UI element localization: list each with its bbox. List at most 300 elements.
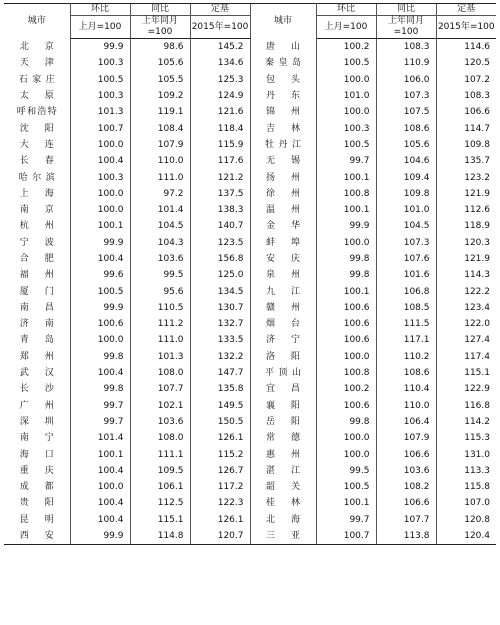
city-name-text: 长春 [19,156,54,167]
city-name-text: 海口 [19,449,54,460]
city-name-right [250,365,316,381]
yoy-value-left: 101.3 [130,349,190,365]
yoy-value-right: 103.6 [376,463,436,479]
city-name-text: 牡丹江 [265,139,301,150]
yoy-value-left: 108.0 [130,365,190,381]
city-name-right [250,479,316,495]
base-value-right: 114.7 [436,120,496,136]
yoy-value-right: 109.8 [376,186,436,202]
city-name-right [250,169,316,185]
city-name-left [4,251,70,267]
mom-value-right: 100.8 [343,188,370,199]
yoy-value-left: 97.2 [130,186,190,202]
base-value-right: 122.2 [436,283,496,299]
yoy-value-left: 111.2 [130,316,190,332]
city-name-text: 武汉 [19,368,54,379]
mom-value-left: 100.0 [97,482,124,493]
base-value-left: 132.7 [190,316,250,332]
table-row [4,39,496,56]
yoy-value-right: 107.7 [376,512,436,528]
table-row [4,430,496,446]
city-name-right [250,495,316,511]
mom-value-right: 100.0 [343,433,370,444]
table-row [4,251,496,267]
yoy-value-left: 111.0 [130,169,190,185]
yoy-value-left: 109.5 [130,463,190,479]
city-name-text: 金华 [266,221,300,232]
city-name-left [4,153,70,169]
base-value-right: 120.5 [436,55,496,71]
yoy-value-left: 103.6 [130,414,190,430]
city-name-right [250,251,316,267]
mom-value-left: 100.4 [97,368,124,379]
city-name-left [4,430,70,446]
mom-value-right: 100.1 [343,205,370,216]
city-name-text: 太原 [19,91,54,102]
mom-value-right: 100.5 [343,139,370,150]
base-value-left: 121.6 [190,104,250,120]
city-name-text: 郑州 [19,351,54,362]
city-name-right [250,512,316,528]
table-row [4,218,496,234]
city-name-left [4,316,70,332]
base-value-right: 121.9 [436,186,496,202]
yoy-value-right: 109.4 [376,169,436,185]
base-value-left: 122.3 [190,495,250,511]
mom-value-right: 100.1 [343,498,370,509]
city-name-right [250,463,316,479]
city-name-text: 青岛 [19,335,54,346]
base-value-left: 134.6 [190,55,250,71]
mom-value-right: 99.5 [349,465,370,476]
base-value-right: 113.3 [436,463,496,479]
city-name-right [250,381,316,397]
mom-value-left: 99.6 [103,270,124,281]
city-name-text: 重庆 [19,465,54,476]
city-name-text: 包头 [266,74,300,85]
city-name-text: 昆明 [19,514,54,525]
yoy-value-right: 101.0 [376,202,436,218]
mom-value-left: 100.5 [97,286,124,297]
mom-value-left: 100.1 [97,449,124,460]
base-value-left: 117.6 [190,153,250,169]
city-header-left: 城市 [4,4,70,39]
table-row [4,316,496,332]
city-name-left [4,235,70,251]
table-body [4,39,496,545]
mom-value-left: 100.0 [97,188,124,199]
city-name-right [250,283,316,299]
city-header-right: 城市 [250,4,316,39]
city-name-right [250,55,316,71]
yoy-value-right: 104.6 [376,153,436,169]
base-header-right: 定基 [436,4,496,16]
table-row [4,414,496,430]
base-value-left: 145.2 [190,39,250,56]
city-name-text: 烟台 [266,319,300,330]
city-name-left [4,267,70,283]
yoy-value-left: 101.4 [130,202,190,218]
yoy-subheader-left: 上年同月=100 [130,16,190,39]
base-value-right: 131.0 [436,446,496,462]
yoy-value-left: 111.0 [130,332,190,348]
mom-value-left: 100.0 [97,335,124,346]
city-name-text: 泉州 [266,270,300,281]
city-name-right [250,414,316,430]
mom-header-left: 环比 [70,4,130,16]
yoy-value-left: 111.1 [130,446,190,462]
yoy-value-left: 105.6 [130,55,190,71]
city-name-left [4,169,70,185]
city-name-text: 扬州 [266,172,300,183]
mom-value-left: 100.3 [97,58,124,69]
base-value-right: 135.7 [436,153,496,169]
yoy-header-left: 同比 [130,4,190,16]
base-value-left: 124.9 [190,88,250,104]
city-name-left [4,398,70,414]
city-name-text: 北海 [266,514,300,525]
city-name-text: 济南 [19,319,54,330]
base-value-right: 115.8 [436,479,496,495]
city-name-right [250,88,316,104]
mom-value-left: 99.9 [103,42,124,53]
yoy-value-right: 106.4 [376,414,436,430]
table-row [4,137,496,153]
table-row [4,446,496,462]
yoy-value-left: 108.0 [130,430,190,446]
city-name-left [4,349,70,365]
city-name-text: 天津 [19,58,54,69]
yoy-value-left: 109.2 [130,88,190,104]
mom-value-right: 101.0 [343,91,370,102]
table-row [4,104,496,120]
city-name-text: 丹东 [266,91,300,102]
city-name-left [4,39,70,56]
city-name-text: 三亚 [266,531,300,542]
city-name-right [250,267,316,283]
city-name-text: 厦门 [19,286,54,297]
city-name-left [4,120,70,136]
city-name-text: 赣州 [266,302,300,313]
mom-value-left: 100.4 [97,254,124,264]
city-name-right [250,153,316,169]
city-name-right [250,186,316,202]
mom-value-right: 100.0 [343,351,370,362]
mom-value-left: 100.4 [97,156,124,167]
base-value-left: 132.2 [190,349,250,365]
yoy-value-right: 101.6 [376,267,436,283]
mom-value-right: 100.6 [343,319,370,330]
yoy-value-right: 110.0 [376,398,436,414]
mom-value-right: 100.3 [343,123,370,134]
mom-value-left: 101.4 [97,433,124,444]
mom-value-right: 99.8 [349,254,370,264]
city-name-text: 惠州 [266,449,300,460]
mom-value-right: 100.1 [343,172,370,183]
yoy-value-left: 99.5 [130,267,190,283]
yoy-value-right: 111.5 [376,316,436,332]
city-name-text: 北京 [19,41,54,52]
yoy-value-left: 98.6 [130,39,190,56]
city-name-right [250,72,316,88]
city-name-text: 秦皇岛 [265,58,301,69]
yoy-value-left: 115.1 [130,512,190,528]
city-name-text: 常德 [266,433,300,444]
yoy-value-right: 104.5 [376,218,436,234]
base-value-left: 133.5 [190,332,250,348]
table-row [4,349,496,365]
city-name-right [250,528,316,545]
mom-value-left: 100.6 [97,319,124,330]
city-name-text: 无锡 [266,156,300,167]
yoy-value-right: 110.4 [376,381,436,397]
table-row [4,300,496,316]
city-name-left [4,137,70,153]
table-row [4,332,496,348]
base-value-left: 130.7 [190,300,250,316]
mom-value-left: 100.3 [97,91,124,102]
mom-value-right: 100.6 [343,335,370,346]
base-value-right: 120.8 [436,512,496,528]
city-name-text: 韶关 [266,482,300,493]
base-value-left: 150.5 [190,414,250,430]
city-name-left [4,88,70,104]
base-value-right: 115.3 [436,430,496,446]
yoy-value-left: 105.5 [130,72,190,88]
city-name-right [250,104,316,120]
city-name-text: 济宁 [266,335,300,346]
city-name-text: 南京 [19,205,54,216]
city-name-text: 成都 [19,482,54,493]
base-value-left: 126.1 [190,512,250,528]
city-name-text: 南宁 [19,433,54,444]
base-value-left: 135.8 [190,381,250,397]
city-name-text: 上海 [19,188,54,199]
city-name-text: 呼和浩特 [16,107,57,118]
city-name-text: 吉林 [266,123,300,134]
city-name-left [4,528,70,545]
mom-value-left: 99.7 [103,416,124,427]
base-value-right: 115.1 [436,365,496,381]
base-value-right: 107.0 [436,495,496,511]
yoy-value-right: 108.6 [376,365,436,381]
yoy-value-right: 117.1 [376,332,436,348]
city-name-left [4,202,70,218]
table-row [4,55,496,71]
mom-subheader-left: 上月=100 [70,16,130,39]
yoy-value-left: 119.1 [130,104,190,120]
yoy-value-right: 108.3 [376,39,436,56]
mom-value-right: 100.1 [343,286,370,297]
yoy-value-left: 95.6 [130,283,190,299]
base-value-left: 125.3 [190,72,250,88]
base-value-right: 127.4 [436,332,496,348]
mom-value-right: 100.2 [343,384,370,395]
city-name-text: 福州 [19,270,54,281]
city-name-text: 西安 [19,531,54,542]
yoy-value-left: 102.1 [130,398,190,414]
table-row [4,398,496,414]
city-name-text: 岳阳 [266,416,300,427]
city-name-right [250,39,316,56]
base-header-left: 定基 [190,4,250,16]
city-name-right [250,202,316,218]
city-name-left [4,463,70,479]
city-name-text: 平顶山 [265,368,301,379]
price-index-table-container [4,3,496,545]
city-name-text: 宁波 [19,237,54,248]
mom-value-right: 100.0 [343,74,370,85]
mom-value-left: 99.7 [103,400,124,411]
base-value-right: 122.0 [436,316,496,332]
city-name-right [250,120,316,136]
mom-value-left: 100.0 [97,139,124,150]
city-name-text: 襄阳 [266,400,300,411]
yoy-value-right: 106.6 [376,446,436,462]
city-name-right [250,300,316,316]
city-name-left [4,512,70,528]
table-row [4,120,496,136]
table-row [4,169,496,185]
city-name-text: 大连 [19,139,54,150]
table-row [4,479,496,495]
city-name-right [250,235,316,251]
mom-value-left: 99.8 [103,351,124,362]
table-row [4,72,496,88]
city-name-text: 唐山 [266,41,300,52]
yoy-value-left: 103.6 [130,251,190,267]
mom-value-right: 100.5 [343,58,370,69]
table-row [4,88,496,104]
table-row [4,365,496,381]
base-value-left: 137.5 [190,186,250,202]
base-value-left: 134.5 [190,283,250,299]
base-value-right: 112.6 [436,202,496,218]
yoy-value-right: 107.6 [376,251,436,267]
base-value-left: 149.5 [190,398,250,414]
mom-value-right: 99.7 [349,156,370,167]
city-name-left [4,479,70,495]
table-row [4,153,496,169]
table-row [4,186,496,202]
mom-value-right: 99.8 [349,270,370,281]
table-row [4,495,496,511]
mom-value-right: 100.5 [343,482,370,493]
table-row [4,267,496,283]
yoy-value-left: 107.9 [130,137,190,153]
city-name-left [4,381,70,397]
mom-value-left: 100.1 [97,221,124,232]
yoy-value-right: 106.0 [376,72,436,88]
base-value-right: 123.2 [436,169,496,185]
city-name-left [4,218,70,234]
base-value-right: 117.4 [436,349,496,365]
mom-value-right: 99.7 [349,514,370,525]
mom-value-right: 100.7 [316,528,376,545]
base-value-left: 126.1 [190,430,250,446]
city-name-text: 贵阳 [19,498,54,509]
city-name-text: 桂林 [266,498,300,509]
yoy-value-left: 104.5 [130,218,190,234]
city-name-left [4,104,70,120]
city-name-text: 合肥 [19,254,54,264]
yoy-value-left: 110.0 [130,153,190,169]
yoy-value-left: 110.5 [130,300,190,316]
yoy-header-right: 同比 [376,4,436,16]
city-name-text: 杭州 [19,221,54,232]
base-subheader-left: 2015年=100 [190,16,250,39]
city-name-right [250,349,316,365]
yoy-value-right: 106.6 [376,495,436,511]
base-value-right: 120.3 [436,235,496,251]
table-row [4,283,496,299]
city-name-text: 温州 [266,205,300,216]
base-value-right: 120.4 [436,528,496,545]
base-value-left: 156.8 [190,251,250,267]
city-name-right [250,398,316,414]
city-name-left [4,72,70,88]
mom-value-right: 100.0 [343,237,370,248]
city-name-right [250,137,316,153]
city-name-text: 广州 [19,400,54,411]
yoy-value-right: 108.6 [376,120,436,136]
city-name-text: 安庆 [266,254,300,264]
mom-value-left: 99.9 [103,237,124,248]
yoy-value-left: 106.1 [130,479,190,495]
yoy-value-right: 107.9 [376,430,436,446]
mom-value-right: 100.6 [343,400,370,411]
city-name-text: 南昌 [19,302,54,313]
base-value-left: 140.7 [190,218,250,234]
city-name-text: 石家庄 [18,74,55,85]
yoy-value-right: 108.2 [376,479,436,495]
yoy-value-right: 108.5 [376,300,436,316]
mom-value-right: 100.8 [343,368,370,379]
base-value-left: 147.7 [190,365,250,381]
city-name-text: 长沙 [19,384,54,395]
base-value-right: 109.8 [436,137,496,153]
mom-value-left: 100.0 [97,205,124,216]
yoy-value-left: 108.4 [130,120,190,136]
city-name-left [4,186,70,202]
city-name-text: 徐州 [266,188,300,199]
mom-value-left: 100.4 [97,514,124,525]
mom-value-left: 99.9 [70,528,130,545]
mom-value-right: 100.2 [343,42,370,53]
base-value-left: 138.3 [190,202,250,218]
yoy-value-right: 113.8 [376,528,436,545]
base-value-right: 123.4 [436,300,496,316]
mom-value-left: 99.9 [103,302,124,313]
base-value-right: 116.8 [436,398,496,414]
yoy-value-right: 107.3 [376,88,436,104]
city-name-right [250,446,316,462]
price-index-table [4,3,496,545]
city-name-right [250,218,316,234]
yoy-value-right: 106.8 [376,283,436,299]
base-value-left: 115.2 [190,446,250,462]
mom-value-right: 100.6 [343,302,370,313]
city-name-right [250,332,316,348]
city-name-text: 蚌埠 [266,237,300,248]
city-name-left [4,300,70,316]
city-name-left [4,414,70,430]
table-row [4,235,496,251]
city-name-text: 宜昌 [266,384,300,395]
mom-value-left: 100.4 [97,498,124,509]
table-row [4,512,496,528]
base-value-left: 121.2 [190,169,250,185]
